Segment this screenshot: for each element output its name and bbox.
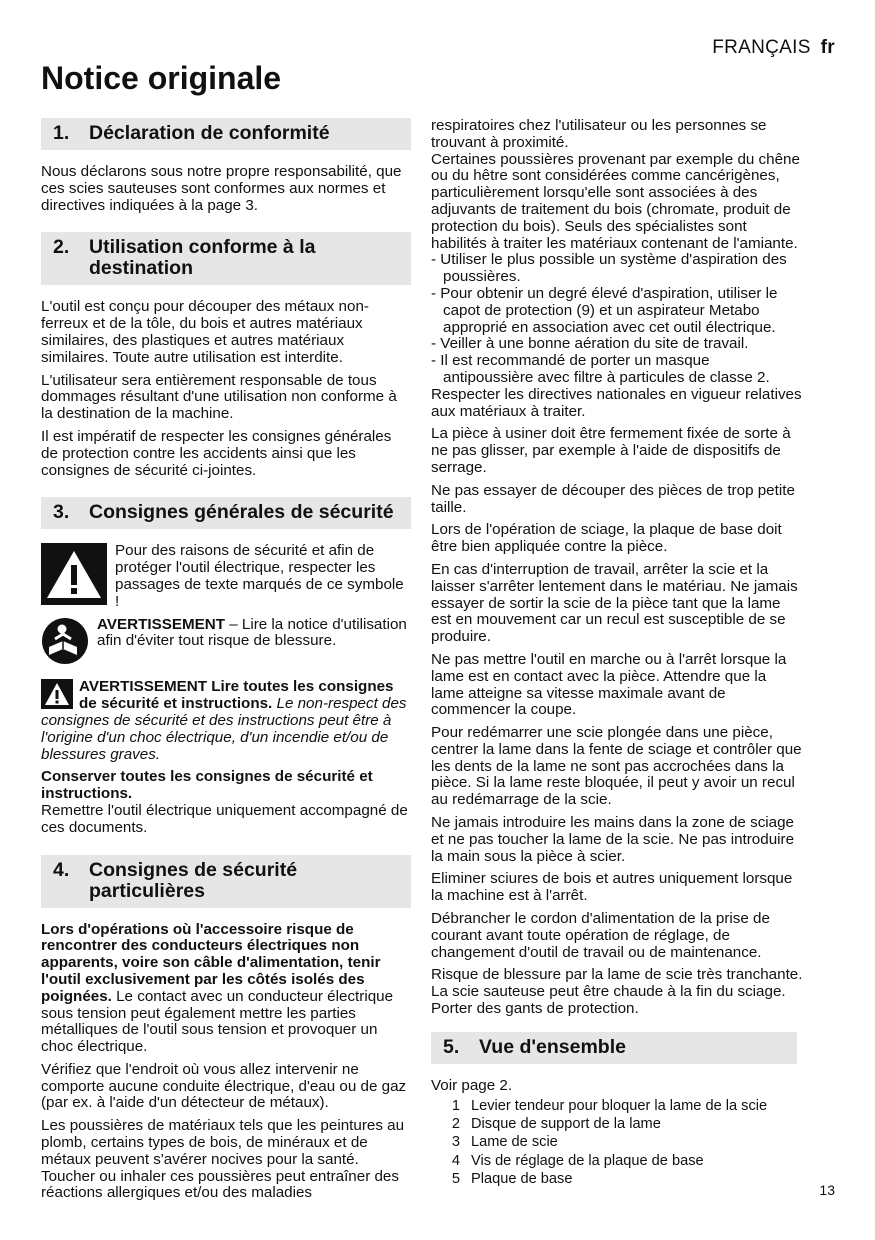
parts-list xyxy=(431,1097,803,1189)
paragraph: L'outil est conçu pour découper des métaux non-ferreux et de la tôle, du bois et autres matériaux similaires, des plastiques et autres matériaux similaires. Toute autre utilisation est interdite. xyxy=(41,298,369,366)
paragraph: Conserver toutes les consignes de sécurité et instructions. Remettre l'outil électrique uniquement accompagné de ces documents. xyxy=(41,768,408,836)
language-name: FRANÇAIS xyxy=(712,37,811,58)
list-item: 1 Levier tendeur pour bloquer la lame de la scie xyxy=(451,1097,768,1114)
section-heading-2: 2. Utilisation conforme à la destination xyxy=(41,232,411,285)
list-item: - Pour obtenir un degré élevé d'aspiration, utiliser le capot de protection (9) et un aspirateur Metabo approprié en association avec cet outil électrique. xyxy=(431,284,778,336)
warning-paragraph: AVERTISSEMENT Lire toutes les consignes de sécurité et instructions. Le non-respect des consignes de sécurité et des instructions peut être à l'origine d'un choc électrique, d'un incendie et/ou de blessures graves. xyxy=(41,678,407,763)
read-manual-block: AVERTISSEMENT – Lire la notice d'utilisation afin d'éviter tout risque de blessure. xyxy=(41,617,411,670)
paragraph: La pièce à usiner doit être fermement fixée de sorte à ne pas glisser, par exemple à l'aide de dispositifs de serrage. xyxy=(431,425,791,476)
paragraph: Ne jamais introduire les mains dans la zone de sciage et ne pas toucher la lame de la scie. Ne pas introduire la main sous la pièce à scier. xyxy=(431,814,795,865)
list-item: 3 Lame de scie xyxy=(451,1134,558,1151)
paragraph: Eliminer sciures de bois et autres uniquement lorsque la machine est à l'arrêt. xyxy=(431,870,793,905)
list-item: - Veiller à une bonne aération du site de travail. xyxy=(431,335,749,353)
paragraph: Vérifiez que l'endroit où vous allez intervenir ne comporte aucune conduite électrique, d'eau ou de gaz (par ex. à l'aide d'un détecteur de métaux). xyxy=(41,1060,407,1112)
list-item: 4 Vis de réglage de la plaque de base xyxy=(451,1152,704,1169)
page-title: Notice originale xyxy=(41,60,282,96)
paragraph: Certaines poussières provenant par exemple du chêne ou du hêtre sont considérées comme cancérigènes, particulièrement lorsqu'elle sont associées à des adjuvants de traitement du bois (chromate, produit de protection du bois). Seuls des spécialistes sont habilités à traiter les matériaux contenant de l'amiante. xyxy=(431,150,800,252)
paragraph: Il est impératif de respecter les consignes générales de protection contre les accidents ainsi que les consignes de sécurité ci-jointes. xyxy=(41,427,392,479)
language-code: fr xyxy=(820,37,835,58)
list-item: 5 Plaque de base xyxy=(451,1171,573,1188)
page-number: 13 xyxy=(819,1182,835,1198)
read-manual-icon xyxy=(41,617,89,670)
paragraph: Risque de blessure par la lame de scie très tranchante. La scie sauteuse peut être chaude à la fin du sciage. Porter des gants de protection. xyxy=(431,966,803,1018)
section-heading-1: 1. Déclaration de conformité xyxy=(41,118,411,150)
paragraph: Débrancher le cordon d'alimentation de la prise de courant avant toute opération de réglage, de changement d'outil de travail ou de maintenance. xyxy=(431,910,770,961)
section-heading-5: 5. Vue d'ensemble xyxy=(431,1032,797,1064)
paragraph: Voir page 2. xyxy=(431,1076,513,1094)
paragraph: Lors d'opérations où l'accessoire risque de rencontrer des conducteurs électriques non apparents, voire son câble d'alimentation, tenir l'outil exclusivement par les côtés isolés des poignées. Le contact avec un conducteur électrique sous tension peut également mettre les parties métalliques de l'outil sous tension et provoquer un choc électrique. xyxy=(41,920,394,1056)
right-column xyxy=(431,118,803,1189)
paragraph: Les poussières de matériaux tels que les peintures au plomb, certains types de bois, de minéraux et de métaux peuvent s'avérer nocives pour la santé. Toucher ou inhaler ces poussières peut entraîner des réactions allergiques et/ou des maladies xyxy=(41,1117,405,1202)
paragraph: Respecter les directives nationales en vigueur relatives aux matériaux à traiter. xyxy=(431,385,802,420)
paragraph: Nous déclarons sous notre propre responsabilité, que ces scies sauteuses sont conformes aux normes et directives indiquées à la page 3. xyxy=(41,163,402,214)
list-item: - Il est recommandé de porter un masque antipoussière avec filtre à particules de classe 2. xyxy=(431,352,770,386)
paragraph: Ne pas mettre l'outil en marche ou à l'arrêt lorsque la lame est en contact avec la pièce. Attendre que la lame atteigne sa vitesse maximale avant de commencer la coupe. xyxy=(431,650,787,719)
section-heading-3: 3. Consignes générales de sécurité xyxy=(41,497,411,529)
left-column xyxy=(41,118,411,1208)
list-item: 2 Disque de support de la lame xyxy=(451,1116,661,1133)
section-heading-4: 4. Consignes de sécurité particulières xyxy=(41,855,411,908)
warning-triangle-icon xyxy=(41,543,107,605)
paragraph: Pour redémarrer une scie plongée dans une pièce, centrer la lame dans la fente de sciage et contrôler que les dents de la lame ne sont pas accrochées dans la pièce. Si la lame reste bloquée, il peut y avoir un recul au redémarrage de la scie. xyxy=(431,724,802,809)
paragraph: L'utilisateur sera entièrement responsable de tous dommages résultant d'une utilisation non conforme à la destination de la machine. xyxy=(41,371,397,423)
language-label xyxy=(712,37,835,59)
warning-triangle-icon xyxy=(41,679,73,709)
list-item: - Utiliser le plus possible un système d'aspiration des poussières. xyxy=(431,251,787,286)
paragraph: Lors de l'opération de sciage, la plaque de base doit être bien appliquée contre la pièce. xyxy=(431,521,782,556)
paragraph: Ne pas essayer de découper des pièces de trop petite taille. xyxy=(431,481,795,516)
paragraph: respiratoires chez l'utilisateur ou les personnes se trouvant à proximité. xyxy=(431,117,767,151)
safety-symbol-block: Pour des raisons de sécurité et afin de protéger l'outil électrique, respecter les passages de texte marqués de ce symbole ! xyxy=(41,543,411,610)
paragraph: En cas d'interruption de travail, arrêter la scie et la laisser s'arrêter lentement dans le matériau. Ne jamais essayer de sortir la scie de la pièce tant que la lame est en mouvement car un recul est susceptible de se produire. xyxy=(431,560,798,646)
